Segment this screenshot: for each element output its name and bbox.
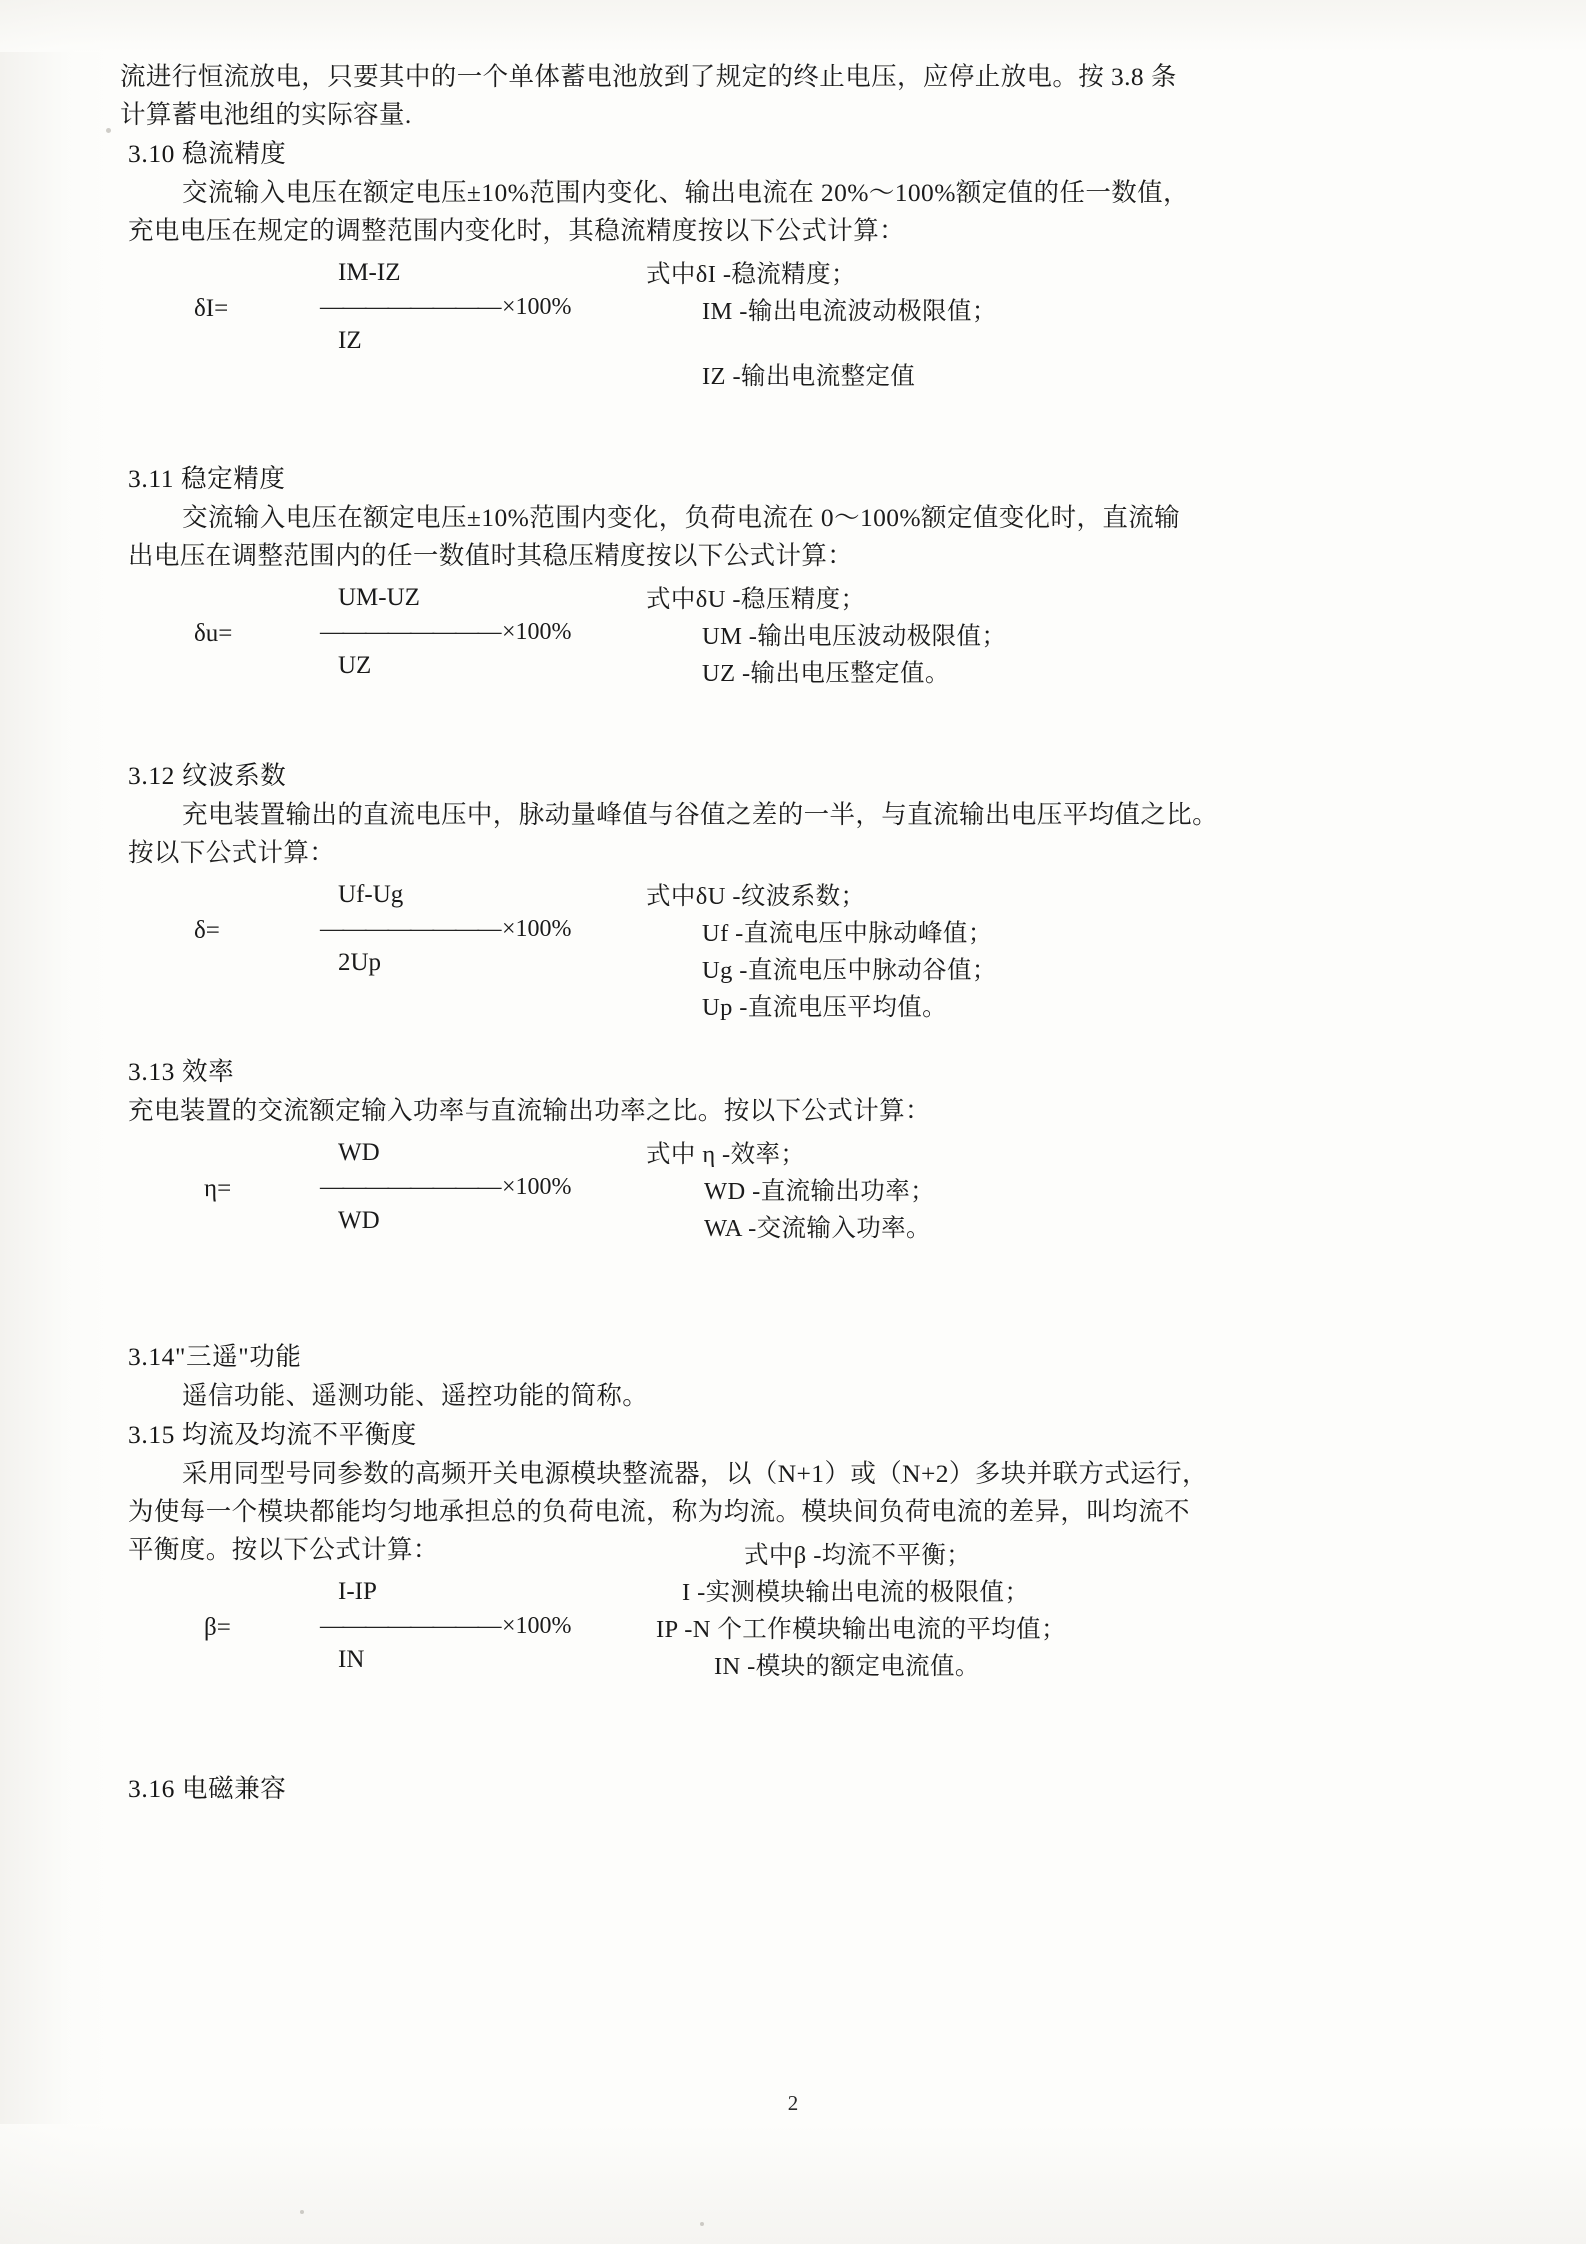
legend-item: IM -输出电流波动极限值； bbox=[702, 298, 997, 325]
spacer bbox=[120, 1311, 1440, 1337]
formula-denominator: IZ bbox=[338, 327, 362, 354]
legend-item: IP -N 个工作模块输出电流的平均值； bbox=[656, 1616, 1066, 1643]
section-heading-3-14: 3.14"三遥"功能 bbox=[128, 1342, 302, 1371]
formula-multiplier: ×100% bbox=[502, 1174, 572, 1200]
scan-edge-shadow-bottom bbox=[0, 2124, 1586, 2244]
formula-legend-3-15 bbox=[640, 1542, 1440, 1685]
formula-numerator: UM-UZ bbox=[338, 584, 420, 611]
legend-item: I -实测模块输出电流的极限值； bbox=[682, 1579, 1030, 1606]
spacer bbox=[120, 1685, 1440, 1749]
formula-block-3-11 bbox=[120, 581, 1440, 692]
formula-3-15 bbox=[120, 1575, 640, 1677]
section-heading-3-16: 3.16 电磁兼容 bbox=[128, 1774, 287, 1803]
paragraph-line: 交流输入电压在额定电压±10%范围内变化、输出电流在 20%～100%额定值的任一数值， bbox=[182, 178, 1189, 207]
legend-item: Uf -直流电压中脉动峰值； bbox=[702, 920, 993, 947]
formula-block-3-12 bbox=[120, 878, 1440, 1026]
formula-lhs: β= bbox=[204, 1614, 231, 1641]
formula-legend-3-13 bbox=[646, 1136, 1440, 1247]
spacer bbox=[120, 395, 1440, 459]
paragraph-continuation bbox=[120, 58, 1440, 134]
spacer bbox=[120, 692, 1440, 756]
spacer bbox=[120, 1026, 1440, 1052]
scan-speck bbox=[106, 128, 111, 133]
legend-item: 式中β -均流不平衡； bbox=[744, 1542, 972, 1569]
paragraph-line: 流进行恒流放电，只要其中的一个单体蓄电池放到了规定的终止电压，应停止放电。按 3.8 条 bbox=[120, 62, 1177, 91]
scan-speck bbox=[700, 2222, 704, 2226]
formula-fraction-bar bbox=[320, 1170, 572, 1204]
scan-edge-shadow-top bbox=[0, 0, 1586, 52]
formula-denominator: WD bbox=[338, 1207, 380, 1234]
formula-fraction-bar bbox=[320, 615, 572, 649]
spacer bbox=[120, 1749, 1440, 1759]
formula-multiplier: ×100% bbox=[502, 294, 572, 320]
document-body bbox=[120, 58, 1440, 1809]
paragraph-line: 采用同型号同参数的高频开关电源模块整流器，以（N+1）或（N+2）多块并联方式运行， bbox=[182, 1459, 1208, 1488]
fraction-bar-glyph: ———————— bbox=[320, 294, 500, 320]
fraction-bar-glyph: ———————— bbox=[320, 1613, 500, 1639]
fraction-bar-glyph: ———————— bbox=[320, 619, 500, 645]
formula-multiplier: ×100% bbox=[502, 1613, 572, 1639]
formula-fraction-bar bbox=[320, 1609, 572, 1643]
formula-multiplier: ×100% bbox=[502, 619, 572, 645]
paragraph-line: 充电装置输出的直流电压中，脉动量峰值与谷值之差的一半，与直流输出电压平均值之比。 bbox=[182, 800, 1219, 829]
formula-fraction-bar bbox=[320, 290, 572, 324]
legend-item: 式中δI -稳流精度； bbox=[646, 261, 856, 288]
fraction-bar-glyph: ———————— bbox=[320, 916, 500, 942]
paragraph-line: 计算蓄电池组的实际容量. bbox=[120, 100, 412, 129]
legend-item: 式中 η -效率； bbox=[646, 1141, 806, 1168]
legend-item: WA -交流输入功率。 bbox=[704, 1215, 931, 1242]
paragraph-line: 充电电压在规定的调整范围内变化时，其稳流精度按以下公式计算： bbox=[128, 216, 906, 245]
page-number: 2 bbox=[787, 2091, 799, 2115]
section-heading-3-12: 3.12 纹波系数 bbox=[128, 761, 287, 790]
paragraph-line: 按以下公式计算： bbox=[128, 838, 336, 867]
formula-lhs: η= bbox=[204, 1175, 232, 1202]
section-3-11-paragraph bbox=[128, 499, 1440, 575]
fraction-bar-glyph: ———————— bbox=[320, 1174, 500, 1200]
legend-item: UM -输出电压波动极限值； bbox=[702, 623, 1007, 650]
formula-numerator: I-IP bbox=[338, 1578, 377, 1605]
legend-item: Ug -直流电压中脉动谷值； bbox=[702, 957, 997, 984]
formula-3-10 bbox=[120, 256, 640, 358]
formula-denominator: 2Up bbox=[338, 949, 382, 976]
formula-multiplier: ×100% bbox=[502, 916, 572, 942]
formula-numerator: IM-IZ bbox=[338, 259, 401, 286]
legend-item: IZ -输出电流整定值 bbox=[702, 363, 916, 390]
legend-item: WD -直流输出功率； bbox=[704, 1178, 936, 1205]
section-heading-3-10: 3.10 稳流精度 bbox=[128, 139, 287, 168]
formula-denominator: UZ bbox=[338, 652, 372, 679]
legend-item: Up -直流电压平均值。 bbox=[702, 994, 948, 1021]
formula-lhs: δ= bbox=[194, 917, 220, 944]
scan-edge-shadow-left bbox=[0, 0, 110, 2244]
section-heading-3-11: 3.11 稳定精度 bbox=[128, 464, 286, 493]
spacer bbox=[120, 1247, 1440, 1311]
section-3-12-paragraph bbox=[128, 796, 1440, 872]
formula-fraction-bar bbox=[320, 912, 572, 946]
paragraph-line: 平衡度。按以下公式计算： bbox=[128, 1535, 439, 1564]
formula-block-3-13 bbox=[120, 1136, 1440, 1247]
formula-numerator: WD bbox=[338, 1139, 380, 1166]
formula-3-11 bbox=[120, 581, 640, 683]
legend-item: 式中δU -稳压精度； bbox=[646, 586, 866, 613]
formula-denominator: IN bbox=[338, 1646, 365, 1673]
legend-item: IN -模块的额定电流值。 bbox=[714, 1653, 980, 1680]
formula-block-3-10 bbox=[120, 256, 1440, 395]
formula-lhs: δI= bbox=[194, 295, 229, 322]
paragraph-line: 出电压在调整范围内的任一数值时其稳压精度按以下公式计算： bbox=[128, 541, 854, 570]
formula-3-13 bbox=[120, 1136, 640, 1238]
formula-3-12 bbox=[120, 878, 640, 980]
paragraph-line: 为使每一个模块都能均匀地承担总的负荷电流，称为均流。模块间负荷电流的差异，叫均流不 bbox=[128, 1497, 1190, 1526]
legend-item: 式中δU -纹波系数； bbox=[646, 883, 866, 910]
formula-numerator: Uf-Ug bbox=[338, 881, 404, 908]
formula-legend-3-11 bbox=[640, 581, 1440, 692]
scan-speck bbox=[300, 2210, 304, 2214]
paragraph-line: 充电装置的交流额定输入功率与直流输出功率之比。按以下公式计算： bbox=[128, 1096, 931, 1125]
legend-item: UZ -输出电压整定值。 bbox=[702, 660, 950, 687]
section-3-13-paragraph bbox=[128, 1092, 1440, 1130]
formula-legend-3-10 bbox=[640, 256, 1440, 395]
section-heading-3-15: 3.15 均流及均流不平衡度 bbox=[128, 1420, 417, 1449]
section-3-14-paragraph bbox=[128, 1377, 1440, 1415]
formula-legend-3-12 bbox=[646, 878, 1440, 1026]
section-3-10-paragraph bbox=[128, 174, 1440, 250]
section-heading-3-13: 3.13 效率 bbox=[128, 1057, 235, 1086]
paragraph-line: 遥信功能、遥测功能、遥控功能的简称。 bbox=[182, 1381, 649, 1410]
paragraph-line: 交流输入电压在额定电压±10%范围内变化，负荷电流在 0～100%额定值变化时，直流输 bbox=[182, 503, 1181, 532]
formula-lhs: δu= bbox=[194, 620, 233, 647]
